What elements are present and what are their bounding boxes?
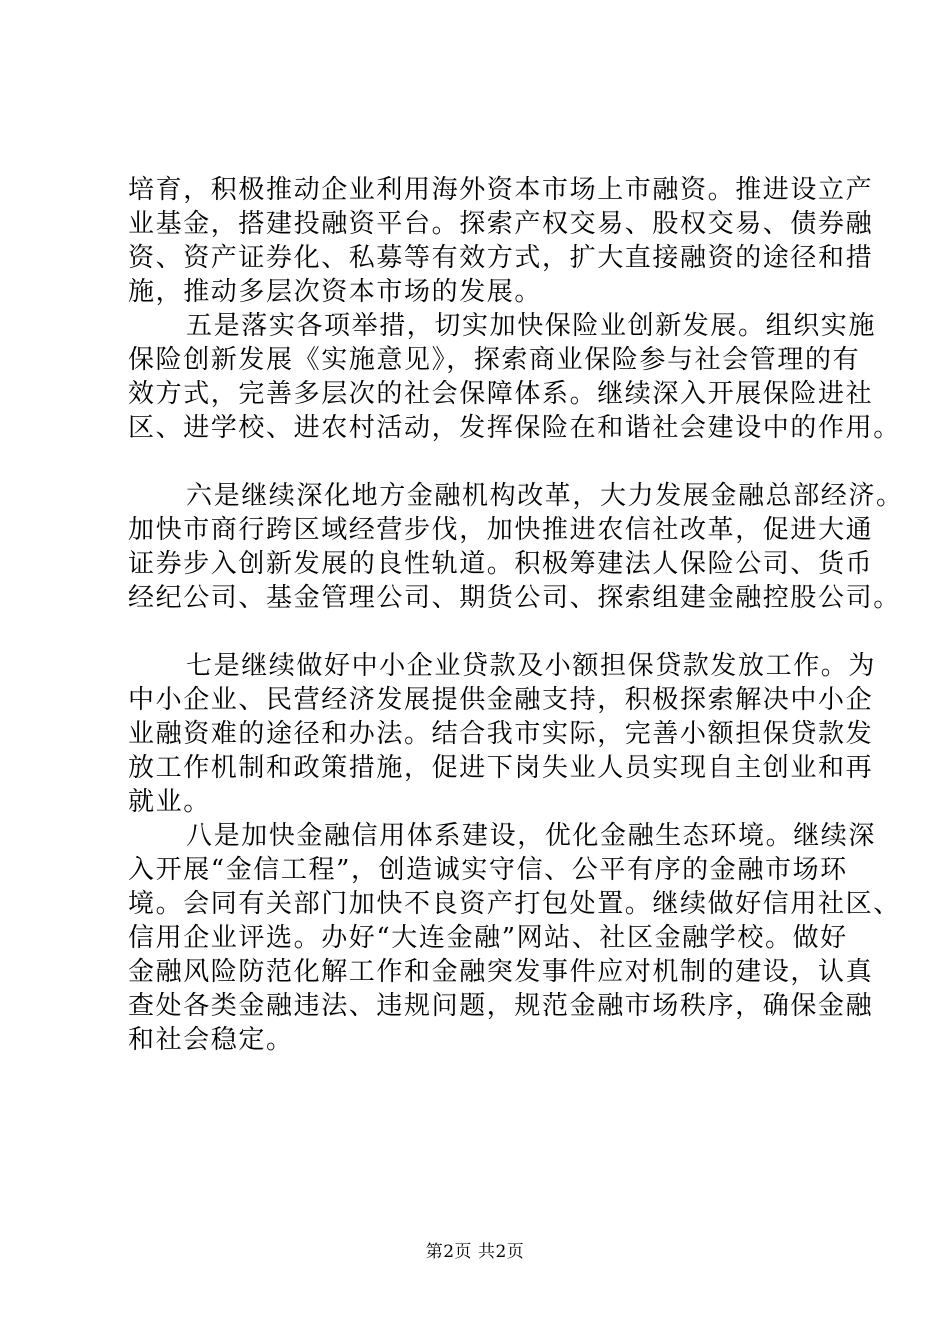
paragraph-credit-system [128,819,901,1057]
text-line: 加快市商行跨区域经营步伐，加快推进农信社改革，促进大通 [128,515,874,545]
text-line: 保险创新发展《实施意见》，探索商业保险参与社会管理的有 [128,345,861,375]
text-line: 入开展“金信工程”，创造诚实守信、公平有序的金融市场环 [128,855,848,885]
document-body [128,173,904,1057]
text-line: 和社会稳定。 [128,1025,294,1055]
text-line: 六是继续深化地方金融机构改革，大力发展金融总部经济。 [186,481,904,511]
text-line: 查处各类金融违法、违规问题，规范金融市场秩序，确保金融 [128,991,874,1021]
page-number-footer: 第2页 共2页 [425,1242,525,1262]
text-line: 业融资难的途径和办法。结合我市实际，完善小额担保贷款发 [128,719,874,749]
paragraph-spacer [128,615,848,649]
text-line: 放工作机制和政策措施，促进下岗失业人员实现自主创业和再 [128,753,874,783]
text-line: 五是落实各项举措，切实加快保险业创新发展。组织实施 [186,311,877,341]
text-line: 证券步入创新发展的良性轨道。积极筹建法人保险公司、货币 [128,549,874,579]
text-line: 区、进学校、进农村活动，发挥保险在和谐社会建设中的作用。 [128,413,901,443]
text-line: 中小企业、民营经济发展提供金融支持，积极探索解决中小企 [128,685,874,715]
text-line: 施，推动多层次资本市场的发展。 [128,277,543,307]
paragraph-sme-loans [128,649,877,819]
text-line: 经纪公司、基金管理公司、期货公司、探索组建金融控股公司。 [128,583,901,613]
text-line: 培育，积极推动企业利用海外资本市场上市融资。推进设立产 [128,175,874,205]
paragraph-spacer [128,445,848,479]
text-line: 就业。 [128,787,211,817]
text-line: 境。会同有关部门加快不良资产打包处置。继续做好信用社区、 [128,889,901,919]
text-line: 八是加快金融信用体系建设，优化金融生态环境。继续深 [186,821,877,851]
text-line: 信用企业评选。办好“大连金融”网站、社区金融学校。做好 [128,923,848,953]
text-line: 金融风险防范化解工作和金融突发事件应对机制的建设，认真 [128,957,874,987]
text-line: 效方式，完善多层次的社会保障体系。继续深入开展保险进社 [128,379,874,409]
paragraph-insurance-innovation [128,309,901,445]
text-line: 业基金，搭建投融资平台。探索产权交易、股权交易、债券融 [128,209,874,239]
text-line: 七是继续做好中小企业贷款及小额担保贷款发放工作。为 [186,651,877,681]
text-line: 资、资产证券化、私募等有效方式，扩大直接融资的途径和措 [128,243,874,273]
paragraph-continuation [128,173,874,309]
paragraph-financial-reform [128,479,904,615]
